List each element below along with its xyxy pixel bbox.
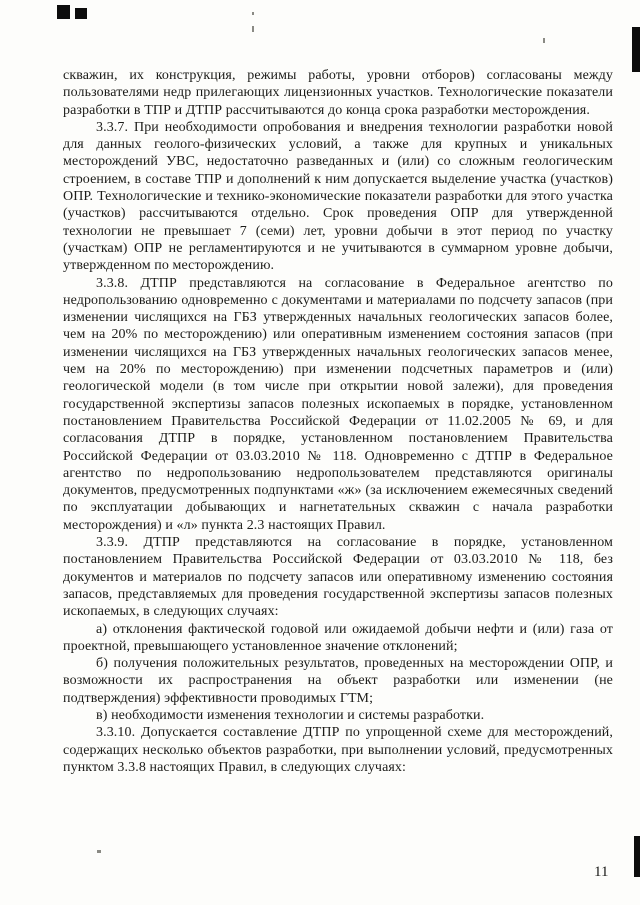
paragraph-3-3-8: 3.3.8. ДТПР представляются на согласование в Федеральное агентство по недропользованию одновременно с документами и материалами по подсчету запасов (при изменении числящихся на ГБЗ утвержденных начальных геологических запасов более, чем на 20% по месторождению) или оперативным изменением состояния запасов (при изменении числящихся на ГБЗ утвержденных начальных геологических запасов менее, чем на 20% по месторождению) при изменении подсчетных параметров и (или) геологической модели (в том числе при открытии новой залежи), для проведения государственной экспертизы запасов полезных ископаемых в порядке, установленном постановлением Правительства Российской Федерации от 11.02.2005 № 69, и для согласования ДТПР в порядке, установленном постановлением Правительства Российской Федерации от 03.03.2010 № 118. Одновременно с ДТПР в Федеральное агентство по недропользованию недропользователем представляются оригиналы документов, предусмотренных подпунктами «ж» (за исключением ежемесячных сведений по эксплуатации добывающих и нагнетательных скважин с начала разработки месторождения) и «л» пункта 2.3 настоящих Правил. xyxy=(63,275,613,533)
scan-artifact-top-left-1 xyxy=(57,5,70,19)
scan-artifact-right-edge-bottom xyxy=(634,836,640,877)
paragraph-subitem-b: б) получения положительных результатов, проведенных на месторождении ОПР, и возможности их распространения на объект разработки или изменении (не подтверждения) эффективности проводимых ГТМ; xyxy=(63,656,613,706)
paragraph-continuation: скважин, их конструкция, режимы работы, уровни отборов) согласованы между пользователями недр прилегающих лицензионных участков. Технологические показатели разработки в ТПР и ДТПР рассчитываются до конца срока разработки месторождения. xyxy=(63,68,613,118)
scan-artifact-right-edge-top xyxy=(632,27,640,72)
scan-speck xyxy=(97,850,101,853)
scan-artifact-top-left-2 xyxy=(75,8,87,19)
paragraph-3-3-7: 3.3.7. При необходимости опробования и внедрения технологии разработки новой для данных геолого-физических условий, а также для крупных и уникальных месторождений УВС, недостаточно разведанных и (или) со сложным геологическим строением, в составе ТПР и дополнений к ним допускается выделение участка (участков) ОПР. Технологические и технико-экономические показатели разработки для этого участка (участков) рассчитываются отдельно. Срок проведения ОПР для утвержденной технологии не превышает 7 (семи) лет, уровни добычи в этот период по участку (участкам) ОПР не регламентируются и не учитываются в суммарном уровне добычи, утвержденном по месторождению. xyxy=(63,119,613,274)
scan-speck xyxy=(252,12,254,15)
paragraph-3-3-9: 3.3.9. ДТПР представляются на согласование в порядке, установленном постановлением Правительства Российской Федерации от 03.03.2010 № 118, без документов и материалов по подсчету запасов или оперативному изменению состояния запасов, представляемых для проведения государственной экспертизы запасов полезных ископаемых, в следующих случаях: xyxy=(63,535,613,620)
paragraph-3-3-10: 3.3.10. Допускается составление ДТПР по упрощенной схеме для месторождений, содержащих несколько объектов разработки, при выполнении условий, предусмотренных пунктом 3.3.8 настоящих Правил, в следующих случаях: xyxy=(63,725,613,775)
page-number: 11 xyxy=(594,864,609,880)
document-text-block xyxy=(63,67,613,776)
paragraph-subitem-a: а) отклонения фактической годовой или ожидаемой добычи нефти и (или) газа от проектной, превышающего установленное значение отклонений; xyxy=(63,621,613,654)
scan-speck xyxy=(252,26,254,32)
paragraph-subitem-v: в) необходимости изменения технологии и системы разработки. xyxy=(96,707,485,723)
scan-speck xyxy=(543,38,545,43)
